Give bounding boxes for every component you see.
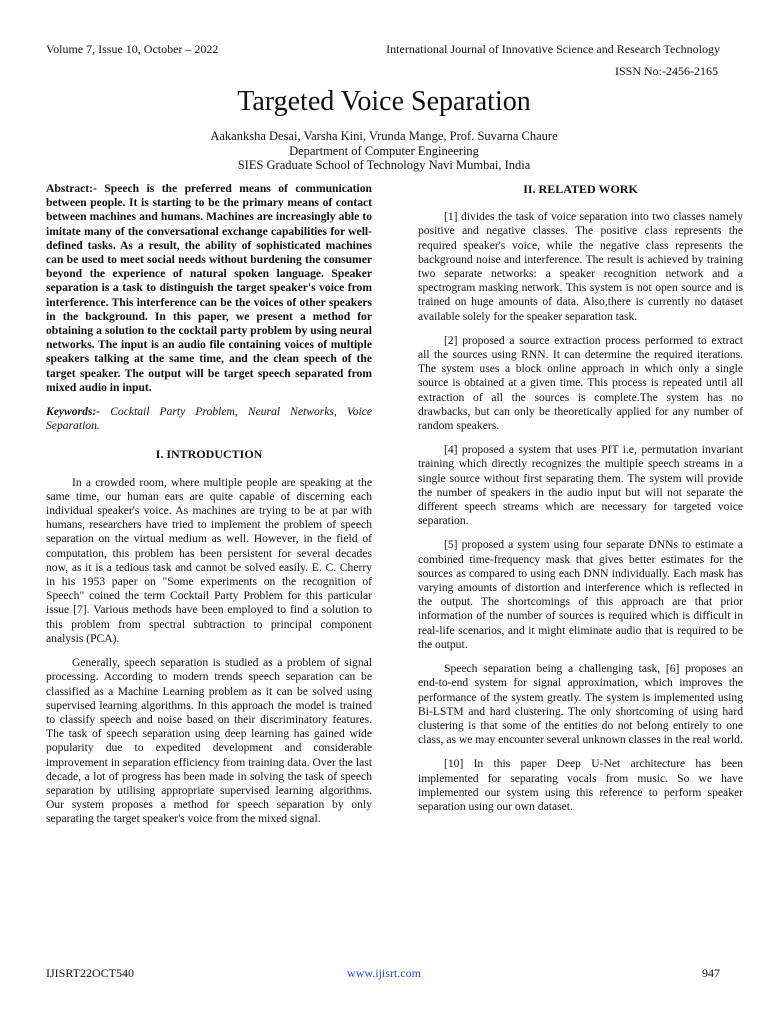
abstract: Abstract:- Speech is the preferred means of communication between people. It is starting to be the primary means of contact between machines and humans. Machines are increasingly able to imitate many of the conversational exchange capabilities for well-defined tasks. As a result, the ability of sophisticated machines can be used to meet social needs without burdening the consumer beyond the experience of natural spoken language. Speaker separation is a task to distinguish the target speaker's voice from interference. This interference can be the voices of other speakers in the background. In this paper, we present a method for obtaining a solution to the cocktail party problem by using neural networks. The input is an audio file containing voices of multiple speakers talking at the same time, and the clean speech of the target speaker. The output will be target speech separated from mixed audio in input. [46,182,372,394]
related-paragraph-2: [2] proposed a source extraction process performed to extract all the sources using RNN. It can determine the required iterations. The system uses a block online approach in which only a single source is obtained at a given time. This process is repeated until all extraction of all the sources is complete.The system has no drawbacks, but can only be theoretically applied for any number of random speakers. [418,333,743,433]
section-heading-related-work: II. RELATED WORK [523,182,638,196]
intro-paragraph-1: In a crowded room, where multiple people are speaking at the same time, our human ears are quite capable of discerning each individual speaker's voice. As machines are trying to be at par with humans, researchers have tried to implement the problem of speech separation on the virtual medium as well. However, in the field of computation, this problem has been persistent for several decades now, as it is a tedious task and cannot be solved easily. E. C. Cherry in his 1953 paper on "Some experiments on the recognition of Speech" coined the term Cocktail Party Problem for this particular issue [7]. Various methods have been employed to find a solution to this problem from spectral subtraction to principal component analysis (PCA). [46,475,372,645]
volume-info: Volume 7, Issue 10, October – 2022 [46,42,219,56]
journal-url-link[interactable]: www.ijisrt.com [347,966,421,980]
related-paragraph-4: [5] proposed a system using four separate DNNs to estimate a combined time-frequency mask that gives better estimates for the sources as compared to using each DNN individually. Each mask has varying amounts of distortion and interference which is reflected in the output. The shortcomings of this approach are that prior information of the number of sources is required which is difficult in real-life scenarios, and it might eliminate audio that is required to be the output. [418,538,743,651]
left-column [46,182,372,837]
author-names: Aakanksha Desai, Varsha Kini, Vrunda Mange, Prof. Suvarna Chaure [210,129,558,143]
paper-code: IJISRT22OCT540 [46,966,134,980]
author-block [0,129,768,173]
page-number: 947 [702,966,720,980]
keywords [46,405,372,433]
paper-title: Targeted Voice Separation [237,86,531,117]
related-paragraph-6: [10] In this paper Deep U-Net architecture has been implemented for separating vocals from music. So we have implemented our system using this reference to perform speaker separation using our own dataset. [418,757,743,813]
related-paragraph-1: [1] divides the task of voice separation into two classes namely positive and negative classes. The positive class represents the required speaker's voice, while the negative class represents the background noise and interference. The result is achieved by training two separate networks: a speaker recognition network and a spectrogram masking network. This system is not open source and is trained on huge amounts of data. Also,there is currently no dataset available solely for the speaker separation task. [418,210,743,323]
right-column [418,182,743,824]
intro-paragraph-2: Generally, speech separation is studied as a problem of signal processing. According to modern trends speech separation can be classified as a Machine Learning problem as it can be solved using supervised learning algorithms. In this approach the model is trained to classify speech and noise based on their discriminatory features. The task of speech separation using deep learning has gained wide popularity due to expedited development and considerable improvement in separation efficiency from training data. Over the last decade, a lot of progress has been made in solving the task of speech separation by utilising appropriate supervised learning algorithms. Our system proposes a method for speech separation by only separating the target speaker's voice from the mixed signal. [46,656,372,826]
keywords-text: Cocktail Party Problem, Neural Networks, Voice Separation. [46,405,372,433]
related-paragraph-3: [4] proposed a system that uses PIT i.e, permutation invariant training which directly recognizes the multiple speech streams in a single source without first separating them. The system will provide the number of speakers in the audio input but will not separate the different speech streams which are necessary for targeted voice separation. [418,443,743,528]
author-institution: SIES Graduate School of Technology Navi Mumbai, India [237,158,531,172]
keywords-label: Keywords:- [46,405,101,419]
journal-name: International Journal of Innovative Science and Research Technology [386,42,720,56]
related-paragraph-5: Speech separation being a challenging task, [6] proposes an end-to-end system for signal approximation, which improves the performance of the system greatly. The system is implemented using Bi-LSTM and hard clustering. The only shortcoming of using hard clustering is that some of the entities do not belong entirely to one class, as we may encounter several unknown classes in the real world. [418,662,743,747]
issn: ISSN No:-2456-2165 [614,64,718,78]
section-heading-introduction: I. INTRODUCTION [155,447,263,462]
author-department: Department of Computer Engineering [289,143,479,158]
